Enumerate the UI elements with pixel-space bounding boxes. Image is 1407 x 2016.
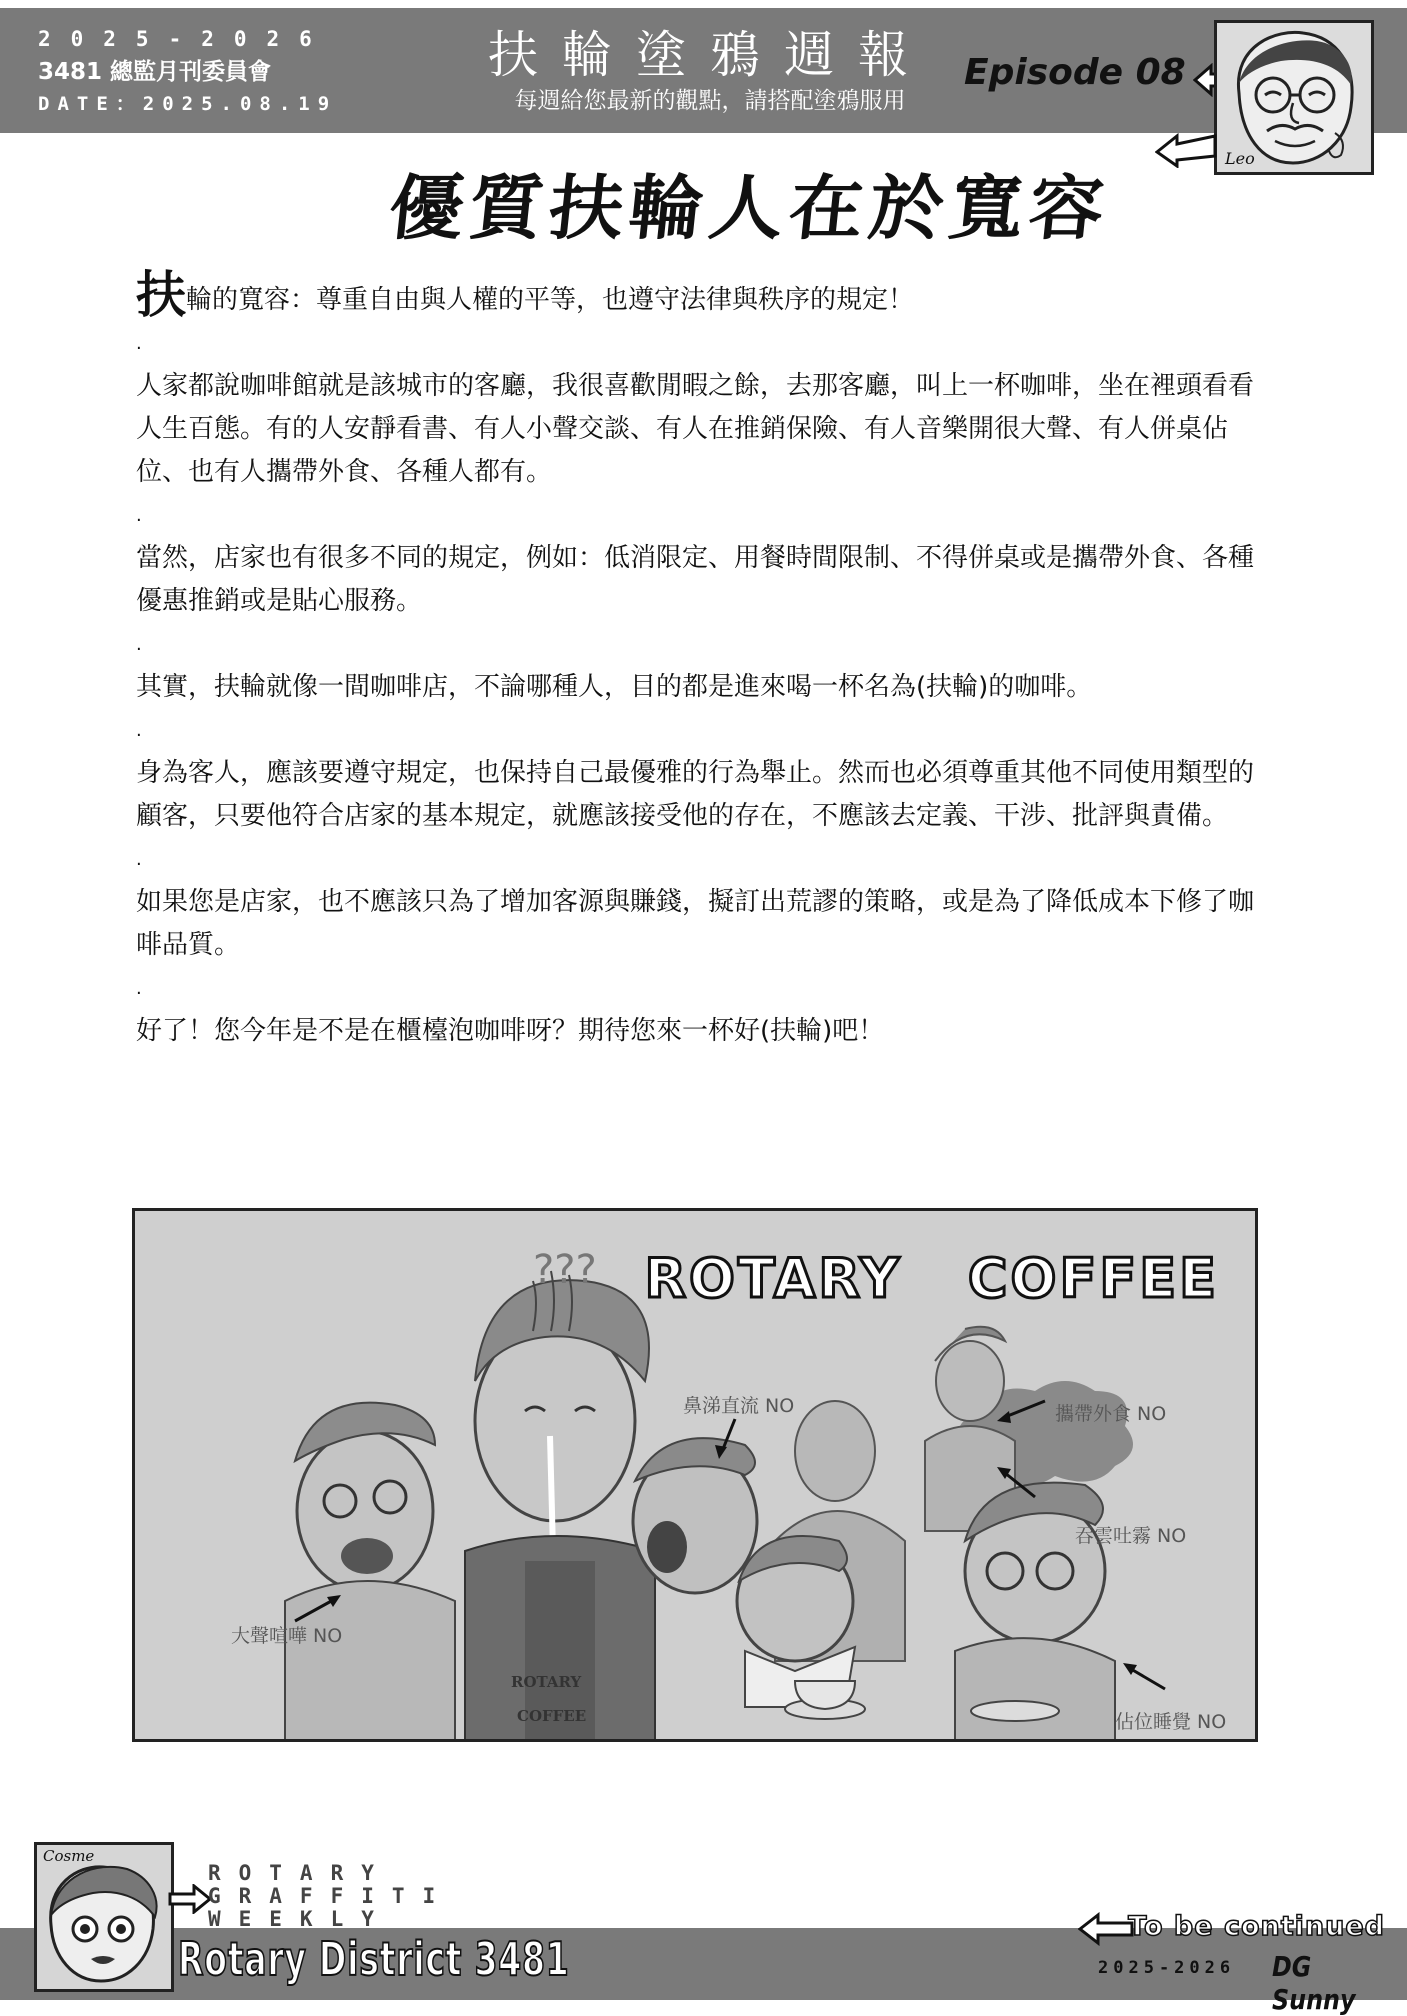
to-be-continued: To be continued bbox=[1128, 1911, 1385, 1942]
episode-label: Episode 08 bbox=[964, 52, 1186, 93]
separator-dot: . bbox=[136, 333, 142, 354]
question-marks: ??? bbox=[533, 1247, 597, 1293]
logo-line-2: GRAFFITI bbox=[208, 1884, 454, 1908]
lead-paragraph bbox=[136, 266, 1276, 324]
separator-dot: . bbox=[136, 849, 142, 870]
rotary-graffiti-weekly-logo bbox=[208, 1862, 466, 1931]
article-body bbox=[136, 266, 1276, 1053]
footer-signature: DG Sunny bbox=[1272, 1950, 1356, 2016]
apron-text-top: ROTARY bbox=[511, 1673, 582, 1691]
district-name: Rotary District 3481 bbox=[178, 1932, 570, 1986]
label-food: 攜帶外食 NO bbox=[1055, 1403, 1167, 1425]
rotary-coffee-illustration bbox=[132, 1208, 1258, 1742]
arrow-right-icon bbox=[168, 1884, 212, 1914]
header-committee: 3481 總監月刊委員會 bbox=[38, 59, 272, 85]
cosme-portrait bbox=[34, 1842, 174, 1992]
illustration-title: ROTARY COFFEE bbox=[644, 1247, 1219, 1310]
paragraph: 其實，扶輪就像一間咖啡店，不論哪種人，目的都是進來喝一杯名為(扶輪)的咖啡。 bbox=[136, 672, 1093, 702]
footer-year: 2025-2026 bbox=[1098, 1958, 1236, 1978]
dropcap: 扶 bbox=[136, 266, 186, 324]
separator-dot: . bbox=[136, 720, 142, 741]
paragraph: 身為客人，應該要遵守規定，也保持自己最優雅的行為舉止。然而也必須尊重其他不同使用類型的顧客，只要他符合店家的基本規定，就應該接受他的存在，不應該去定義、干涉、批評與責備。 bbox=[136, 758, 1255, 831]
header-year: 2025-2026 bbox=[38, 27, 332, 51]
cartoon-girl-face-icon bbox=[37, 1845, 171, 1989]
paragraph: 如果您是店家，也不應該只為了增加客源與賺錢，擬訂出荒謬的策略，或是為了降低成本下修了咖啡品質。 bbox=[136, 887, 1255, 960]
separator-dot: . bbox=[136, 978, 142, 999]
portrait-signature: Leo bbox=[1225, 149, 1255, 168]
header-center bbox=[440, 20, 980, 116]
label-sleep: 佔位睡覺 NO bbox=[1115, 1711, 1227, 1733]
logo-line-3: WEEKLY bbox=[208, 1907, 392, 1931]
apron-text-bottom: COFFEE bbox=[517, 1707, 587, 1725]
separator-dot: . bbox=[136, 505, 142, 526]
paragraph: 好了！您今年是不是在櫃檯泡咖啡呀？期待您來一杯好(扶輪)吧！ bbox=[136, 1016, 885, 1046]
label-snot: 鼻涕直流 NO bbox=[683, 1395, 795, 1417]
publication-subtitle: 每週給您最新的觀點，請搭配塗鴉服用 bbox=[514, 88, 906, 114]
logo-line-1: ROTARY bbox=[208, 1861, 392, 1885]
article-title: 優質扶輪人在於寬容 bbox=[385, 167, 1114, 250]
label-loud: 大聲喧嘩 NO bbox=[231, 1625, 343, 1647]
arrow-left-icon bbox=[1078, 1912, 1134, 1946]
header-left-info bbox=[38, 22, 337, 120]
publication-title: 扶輪塗鴉週報 bbox=[488, 26, 932, 84]
paragraph: 當然，店家也有很多不同的規定，例如：低消限定、用餐時間限制、不得併桌或是攜帶外食、各種優惠推銷或是貼心服務。 bbox=[136, 543, 1255, 616]
lead-text: 輪的寬容：尊重自由與人權的平等，也遵守法律與秩序的規定！ bbox=[186, 285, 915, 315]
cosme-signature: Cosme bbox=[43, 1847, 95, 1865]
paragraph: 人家都說咖啡館就是該城市的客廳，我很喜歡閒暇之餘，去那客廳，叫上一杯咖啡，坐在裡頭看看人生百態。有的人安靜看書、有人小聲交談、有人在推銷保險、有人音樂開很大聲、有人併桌佔位、也有人攜帶外食、各種人都有。 bbox=[136, 371, 1255, 487]
header-date: DATE：2025.08.19 bbox=[38, 93, 338, 115]
separator-dot: . bbox=[136, 634, 142, 655]
episode-badge bbox=[964, 52, 1243, 97]
author-portrait bbox=[1214, 20, 1374, 175]
label-smoke: 吞雲吐霧 NO bbox=[1075, 1525, 1187, 1547]
